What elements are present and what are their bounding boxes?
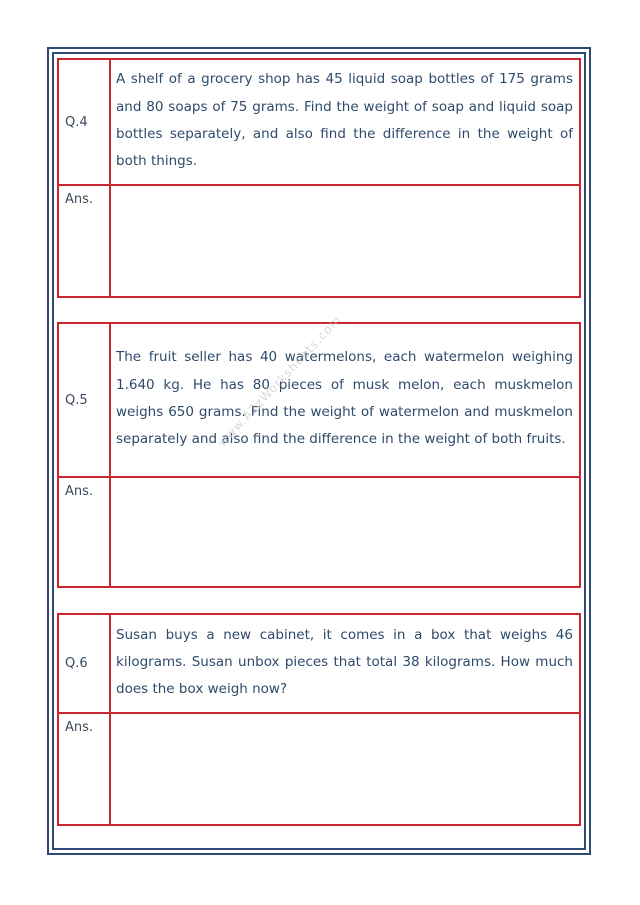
question-block-4 [57, 58, 581, 298]
question-text: The fruit seller has 40 watermelons, each watermelon weighing 1.640 kg. He has 80 pieces of musk melon, each muskmelon weighs 650 grams. Find the weight of watermelon and muskmelon separately and also find the difference in the weight of both fruits. [110, 323, 580, 477]
answer-area[interactable] [110, 713, 580, 825]
question-number: Q.5 [58, 323, 110, 477]
answer-label: Ans. [58, 185, 110, 297]
answer-area[interactable] [110, 477, 580, 587]
watermark-text: www.A2zWorksheets.com [215, 312, 345, 450]
answer-label: Ans. [58, 713, 110, 825]
question-text: A shelf of a grocery shop has 45 liquid soap bottles of 175 grams and 80 soaps of 75 grams. Find the weight of soap and liquid soap bottles separately, and also find the difference in the weight of both things. [110, 59, 580, 185]
answer-label: Ans. [58, 477, 110, 587]
question-text: Susan buys a new cabinet, it comes in a box that weighs 46 kilograms. Susan unbox pieces that total 38 kilograms. How much does the box weigh now? [110, 614, 580, 713]
question-block-6 [57, 613, 581, 826]
answer-area[interactable] [110, 185, 580, 297]
question-number: Q.4 [58, 59, 110, 185]
question-block-5 [57, 322, 581, 588]
question-number: Q.6 [58, 614, 110, 713]
